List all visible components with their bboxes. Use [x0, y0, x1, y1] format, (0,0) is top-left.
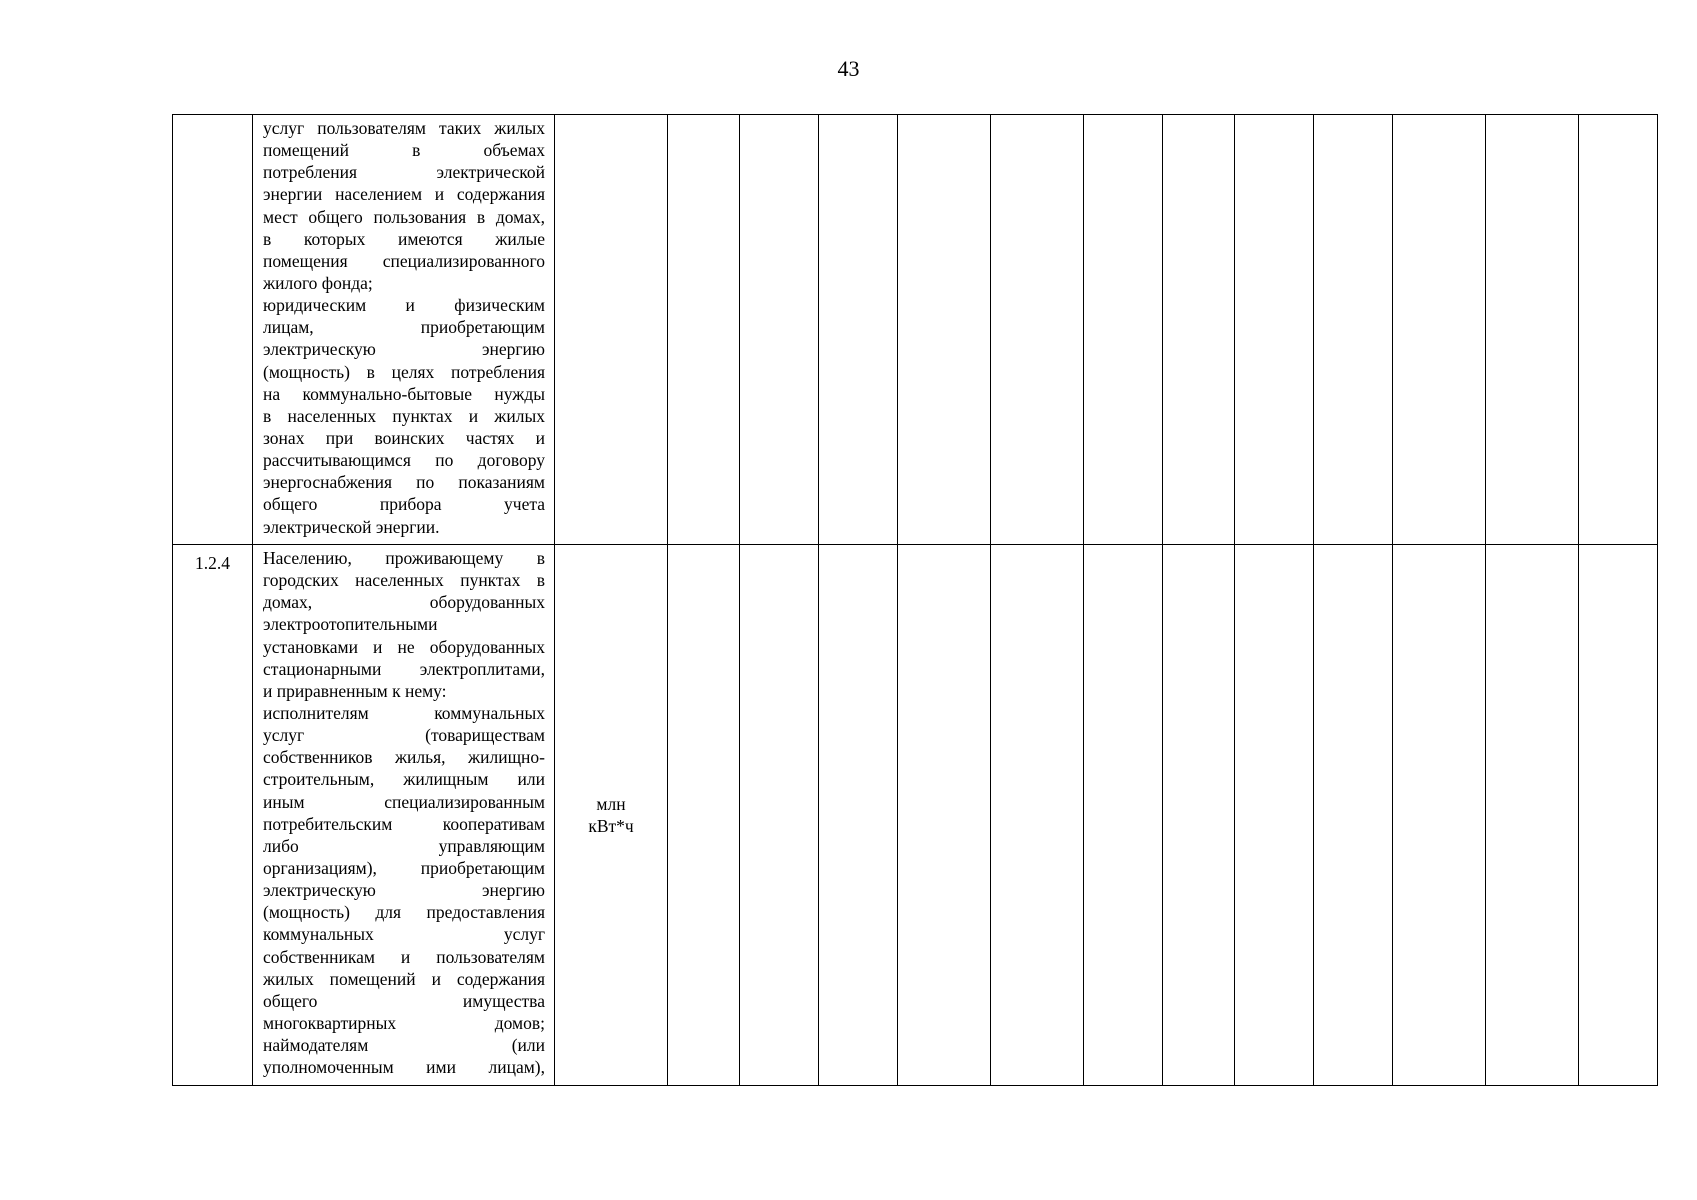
value-cell [1579, 545, 1658, 1086]
description-line: либо управляющим [263, 835, 545, 856]
description-line: общего прибора учета [263, 494, 545, 515]
value-cell [740, 115, 819, 545]
value-cell [1393, 545, 1486, 1086]
description-line: стационарными электроплитами, [263, 658, 545, 679]
table-row [173, 115, 1658, 545]
value-cell [1486, 115, 1579, 545]
description-line: установками и не оборудованных [263, 636, 545, 657]
description-line: мест общего пользования в домах, [263, 206, 545, 227]
page-number: 43 [837, 56, 860, 81]
description-line: (мощность) в целях потребления [263, 361, 545, 382]
description-line: электрической энергии. [263, 516, 440, 537]
value-cell [1235, 545, 1314, 1086]
description-line: на коммунально-бытовые нужды [263, 383, 545, 404]
value-cell [898, 545, 991, 1086]
value-cell [819, 115, 898, 545]
description-line: энергии населением и содержания [263, 184, 545, 205]
description-cell [253, 115, 555, 545]
description-line: собственникам и пользователям [263, 946, 545, 967]
description-line: услуг пользователям таких жилых [263, 118, 545, 138]
description-line: коммунальных услуг [263, 924, 545, 945]
description-line: электрическую энергию [263, 339, 545, 360]
description-line: лицам, приобретающим [263, 317, 545, 338]
description-line: потребительским кооперативам [263, 813, 545, 834]
description-line: жилого фонда; [263, 272, 373, 293]
row-number-cell: 1.2.4 [173, 545, 253, 1086]
value-cell [991, 115, 1084, 545]
data-table [172, 114, 1658, 1086]
description-line: электрическую энергию [263, 880, 545, 901]
description-cell [253, 545, 555, 1086]
value-cell [1084, 545, 1163, 1086]
description-line: и приравненным к нему: [263, 680, 447, 701]
description-line: помещений в объемах [263, 140, 545, 161]
description-line: многоквартирных домов; [263, 1012, 545, 1033]
description-line: юридическим и физическим [263, 295, 545, 316]
value-cell [1314, 545, 1393, 1086]
value-cell [1579, 115, 1658, 545]
value-cell [1486, 545, 1579, 1086]
description-line: в которых имеются жилые [263, 228, 545, 249]
value-cell [819, 545, 898, 1086]
description-line: помещения специализированного [263, 250, 545, 271]
description-line: иным специализированным [263, 791, 545, 812]
description-line: потребления электрической [263, 162, 545, 183]
value-cell [991, 545, 1084, 1086]
unit-line: кВт*ч [588, 816, 634, 836]
value-cell [668, 545, 740, 1086]
description-line: энергоснабжения по показаниям [263, 472, 545, 493]
description-line: строительным, жилищным или [263, 769, 545, 790]
row-number-cell [173, 115, 253, 545]
unit-cell [555, 115, 668, 545]
description-line: домах, оборудованных [263, 592, 545, 613]
value-cell [1163, 115, 1235, 545]
value-cell [898, 115, 991, 545]
description-line: зонах при воинских частях и [263, 427, 545, 448]
value-cell [1235, 115, 1314, 545]
value-cell [1084, 115, 1163, 545]
description-line: в населенных пунктах и жилых [263, 405, 545, 426]
description-line: Населению, проживающему в [263, 548, 545, 568]
unit-line: млн [596, 794, 626, 814]
description-line: исполнителям коммунальных [263, 702, 545, 723]
description-line: услуг (товариществам [263, 725, 545, 746]
description-line: электроотопительными [263, 614, 438, 635]
description-line: собственников жилья, жилищно- [263, 747, 545, 768]
unit-cell [555, 545, 668, 1086]
table-row [173, 545, 1658, 1086]
description-line: (мощность) для предоставления [263, 902, 545, 923]
value-cell [1314, 115, 1393, 545]
description-line: общего имущества [263, 990, 545, 1011]
value-cell [1393, 115, 1486, 545]
description-line: жилых помещений и содержания [263, 968, 545, 989]
value-cell [740, 545, 819, 1086]
description-line: наймодателям (или [263, 1035, 545, 1056]
description-line: уполномоченным ими лицам), [263, 1057, 545, 1078]
description-line: организациям), приобретающим [263, 857, 545, 878]
description-line: рассчитывающимся по договору [263, 450, 545, 471]
description-line: городских населенных пунктах в [263, 570, 545, 591]
value-cell [1163, 545, 1235, 1086]
value-cell [668, 115, 740, 545]
